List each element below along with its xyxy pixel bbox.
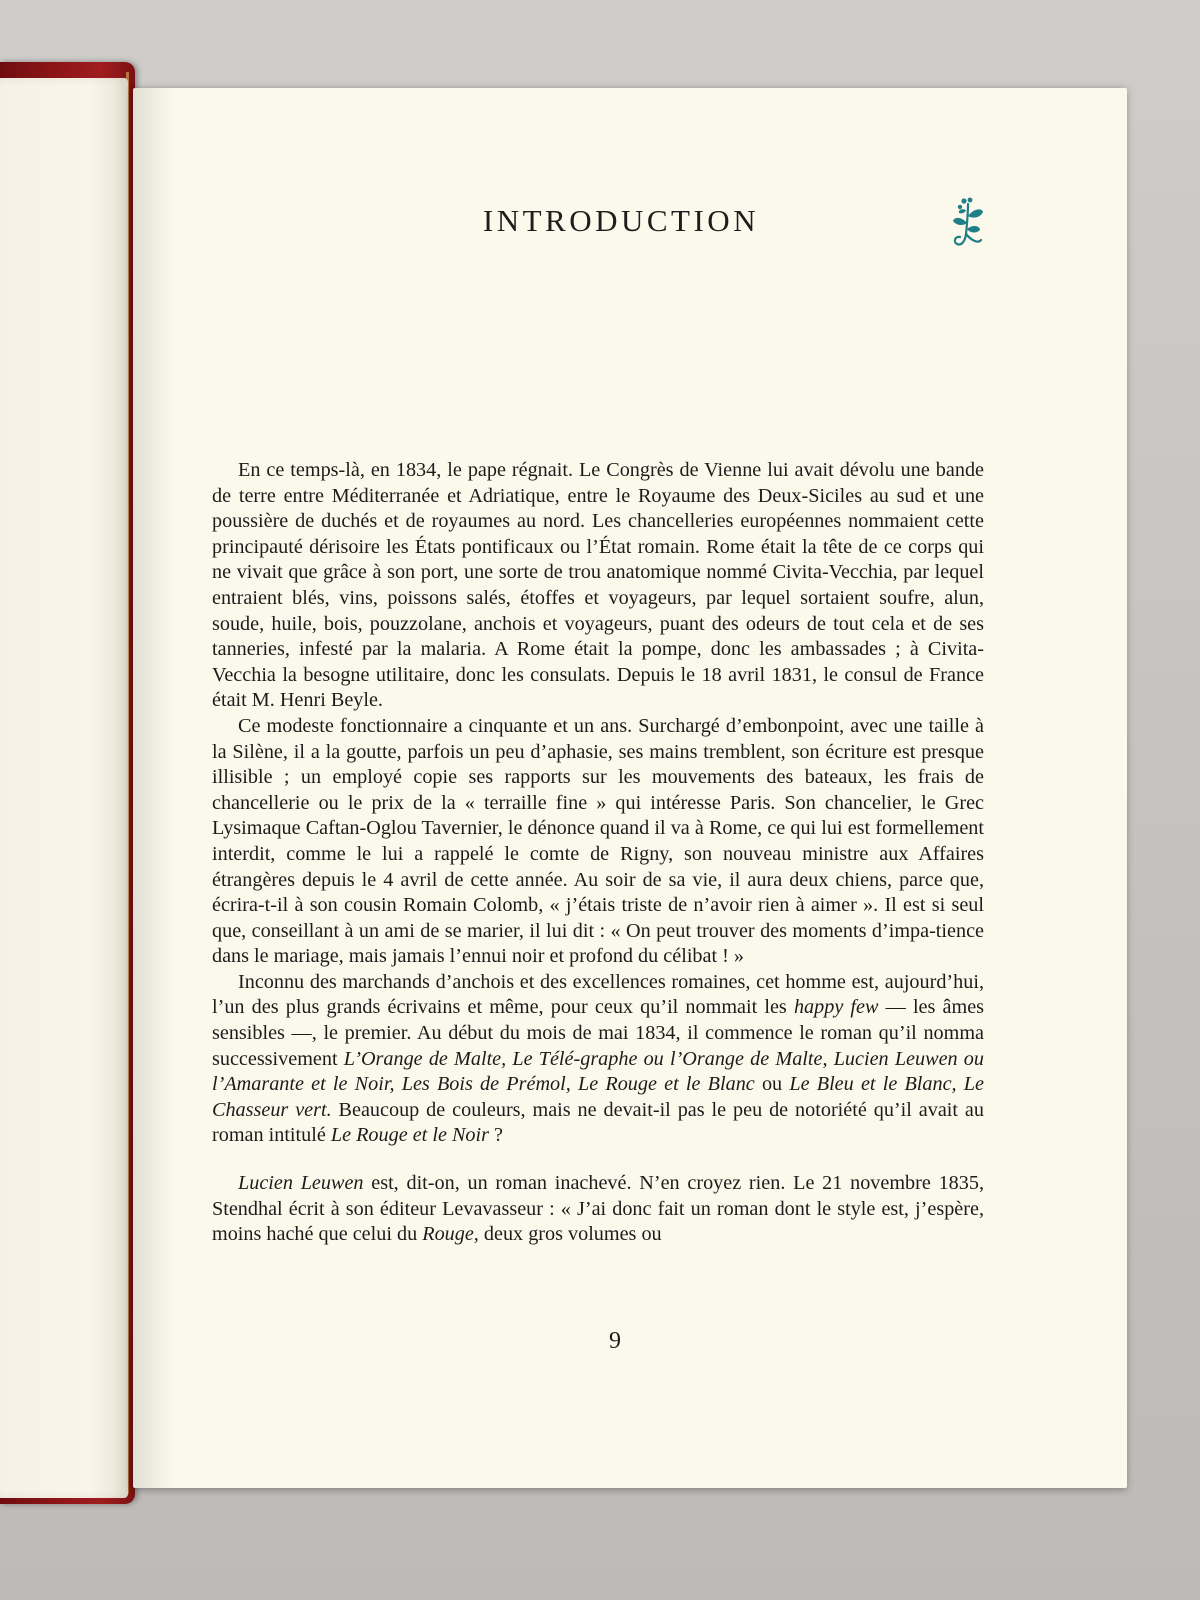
italic-text-run: Le Rouge et le Noir [330,1124,489,1147]
italic-text-run: happy few [793,996,879,1019]
left-page-edge [0,78,128,1498]
paragraph [212,970,984,1149]
italic-text-run: Le Bleu et le Blanc, Le Chasseur vert. [212,1073,984,1121]
leaf-sprig-ornament-icon [950,196,986,252]
paragraph [212,458,984,714]
body-text [212,458,984,1248]
book-page [133,88,1127,1488]
text-run: — les âmes sensibles —, le premier. Au début du mois de mai 1834, il commence le roman qu’il nomma successivement [212,996,985,1070]
gutter-shadow [133,88,173,1488]
italic-text-run: Lucien Leuwen [238,1172,364,1195]
italic-text-run: Rouge, [422,1223,479,1246]
paragraph [212,714,984,970]
italic-text-run: L’Orange de Malte, Le Télé-graphe ou l’Orange de Malte, Lucien Leuwen ou l’Amarante et le Noir, Les Bois de Prémol, Le Rouge et le Blanc [212,1047,984,1096]
page-number: 9 [609,1328,621,1354]
text-run: ? [488,1124,503,1147]
text-run: Beaucoup de couleurs, mais ne devait-il pas le peu de notoriété qu’il avait au roman intitulé [212,1098,984,1147]
text-run: Inconnu des marchands d’anchois et des excellences romaines, cet homme est, aujourd’hui, l’un des plus grands écrivains et même, pour ceux qu’il nommait les [212,970,984,1019]
text-run: En ce temps-là, en 1834, le pape régnait. Le Congrès de Vienne lui avait dévolu une bande de terre entre Méditerranée et Adriatique, entre le Royaume des Deux-Siciles au sud et une poussière de duchés et de royaumes au nord. Les chancelleries européennes nommaient cette principauté dérisoire les États pontificaux ou l’État romain. Rome était la tête de ce corps qui ne vivait que grâce à son port, une sorte de trou anatomique nommé Civita-Vecchia, par lequel entraient blés, vins, poissons salés, étoffes et voyageurs, par lequel sortaient soufre, alun, soude, huile, bois, pouzzolane, anchois et voyageurs, puant des odeurs de tout cela et de ses tanneries, infesté par la malaria. A Rome était la pompe, donc les ambassades ; à Civita-Vecchia la besogne utilitaire, donc les consulats. Depuis le 18 avril 1831, le consul de France était M. Henri Beyle. [212,459,984,712]
text-run: deux gros volumes ou [478,1223,662,1246]
paragraph [212,1171,984,1248]
text-run: ou [754,1073,790,1096]
text-run: est, dit-on, un roman inachevé. N’en croyez rien. Le 21 novembre 1835, Stendhal écrit à son éditeur Levavasseur : « J’ai donc fait un roman dont le style est, j’espère, moins haché que celui du [212,1172,984,1246]
text-run: Ce modeste fonctionnaire a cinquante et un ans. Surchargé d’embonpoint, avec une taille à la Silène, il a la goutte, parfois un peu d’aphasie, ses mains tremblent, son écriture est presque illisible ; un employé copie ses rapports sur les mouvements des bateaux, les frais de chancellerie ou le prix de la « terraille fine » qui intéresse Paris. Son chancelier, le Grec Lysimaque Caftan-Oglou Tavernier, le dénonce quand il va à Rome, ce qui lui est formellement interdit, comme le lui a rappelé le comte de Rigny, son nouveau ministre aux Affaires étrangères depuis le 4 avril de cette année. Au soir de sa vie, il aura deux chiens, parce que, écrira-t-il à son cousin Romain Colomb, « j’étais triste de n’avoir rien à aimer ». Il est si seul que, conseillant à un ami de se marier, il lui dit : « On peut trouver des moments d’impa-tience dans le mariage, mais jamais l’ennui noir et profond du célibat ! » [212,714,984,968]
page-title: INTRODUCTION [482,203,760,238]
